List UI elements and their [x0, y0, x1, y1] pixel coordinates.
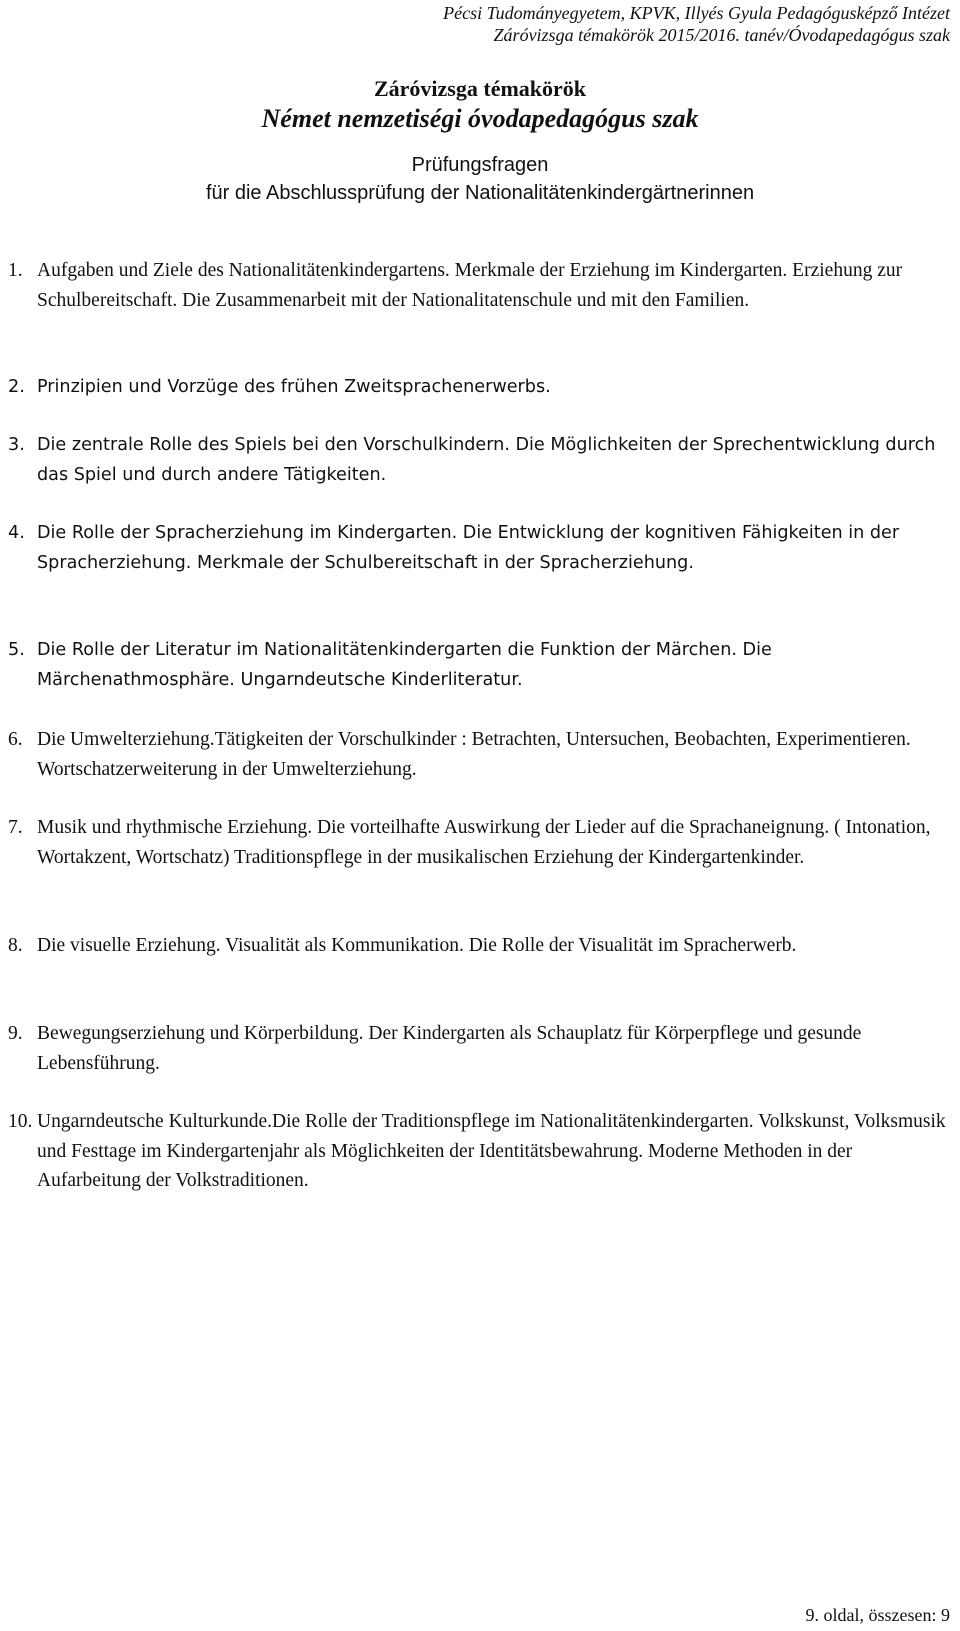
topic-text: Aufgaben und Ziele des Nationalitätenkindergartens. Merkmale der Erziehung im Kindergarten. Erziehung zur Schulbereitschaft. Die Zusammenarbeit mit der Nationalitatenschule und mit den Familien. — [37, 260, 903, 311]
topic-text: Bewegungserziehung und Körperbildung. Der Kindergarten als Schauplatz für Körperpflege und gesunde Lebensführung. — [37, 1023, 862, 1074]
topic-text: Die Rolle der Literatur im Nationalitätenkindergarten die Funktion der Märchen. Die Märchenathmosphäre. Ungarndeutsche Kinderliteratur. — [37, 640, 772, 690]
topic-number: 8. — [8, 935, 23, 956]
topic-text: Ungarndeutsche Kulturkunde.Die Rolle der Traditionspflege im Nationalitätenkindergarten. Volkskunst, Volksmusik und Festtage im Kindergartenjahr als Möglichkeiten der Identitätsbewahrung. Moderne Methoden in der Aufarbeitung der Volkstraditionen. — [37, 1111, 946, 1191]
topic-number: 5. — [8, 640, 25, 660]
topic-number: 2. — [8, 377, 25, 397]
topic-number: 4. — [8, 523, 25, 543]
topic-number: 7. — [8, 817, 23, 838]
subtitle-german: Prüfungsfragen — [411, 154, 549, 176]
topic-text: Die Umwelterziehung.Tätigkeiten der Vorschulkinder : Betrachten, Untersuchen, Beobachten, Experimentieren. Wortschatzerweiterung in der Umwelterziehung. — [37, 729, 911, 780]
topic-text: Die zentrale Rolle des Spiels bei den Vorschulkindern. Die Möglichkeiten der Sprechentwicklung durch das Spiel und durch andere Tätigkeiten. — [37, 435, 936, 485]
topic-number: 6. — [8, 729, 23, 750]
subtitle-german-detail: für die Abschlussprüfung der Nationalitätenkindergärtnerinnen — [205, 182, 755, 204]
header-institution: Pécsi Tudományegyetem, KPVK, Illyés Gyula Pedagógusképző Intézet — [443, 3, 950, 23]
program-title: Német nemzetiségi óvodapedagógus szak — [261, 104, 699, 133]
topic-text: Die visuelle Erziehung. Visualität als Kommunikation. Die Rolle der Visualität im Spracherwerb. — [37, 935, 797, 956]
topic-text: Prinzipien und Vorzüge des frühen Zweitsprachenerwerbs. — [37, 377, 551, 397]
header-exam-info: Záróvizsga témakörök 2015/2016. tanév/Óvodapedagógus szak — [493, 25, 950, 45]
topic-number: 10. — [8, 1111, 33, 1132]
topic-text: Musik und rhythmische Erziehung. Die vorteilhafte Auswirkung der Lieder auf die Sprachaneignung. ( Intonation, Wortakzent, Wortschatz) Traditionspflege in der musikalischen Erziehung der Kindergartenkinder. — [37, 817, 931, 868]
topic-text: Die Rolle der Spracherziehung im Kindergarten. Die Entwicklung der kognitiven Fähigkeiten in der Spracherziehung. Merkmale der Schulbereitschaft in der Spracherziehung. — [37, 523, 900, 573]
topic-number: 1. — [8, 260, 23, 281]
topic-number: 9. — [8, 1023, 23, 1044]
page-header — [443, 2, 950, 46]
page-number-footer: 9. oldal, összesen: 9 — [805, 1605, 950, 1625]
document-title: Záróvizsga témakörök — [373, 76, 587, 101]
topic-number: 3. — [8, 435, 25, 455]
